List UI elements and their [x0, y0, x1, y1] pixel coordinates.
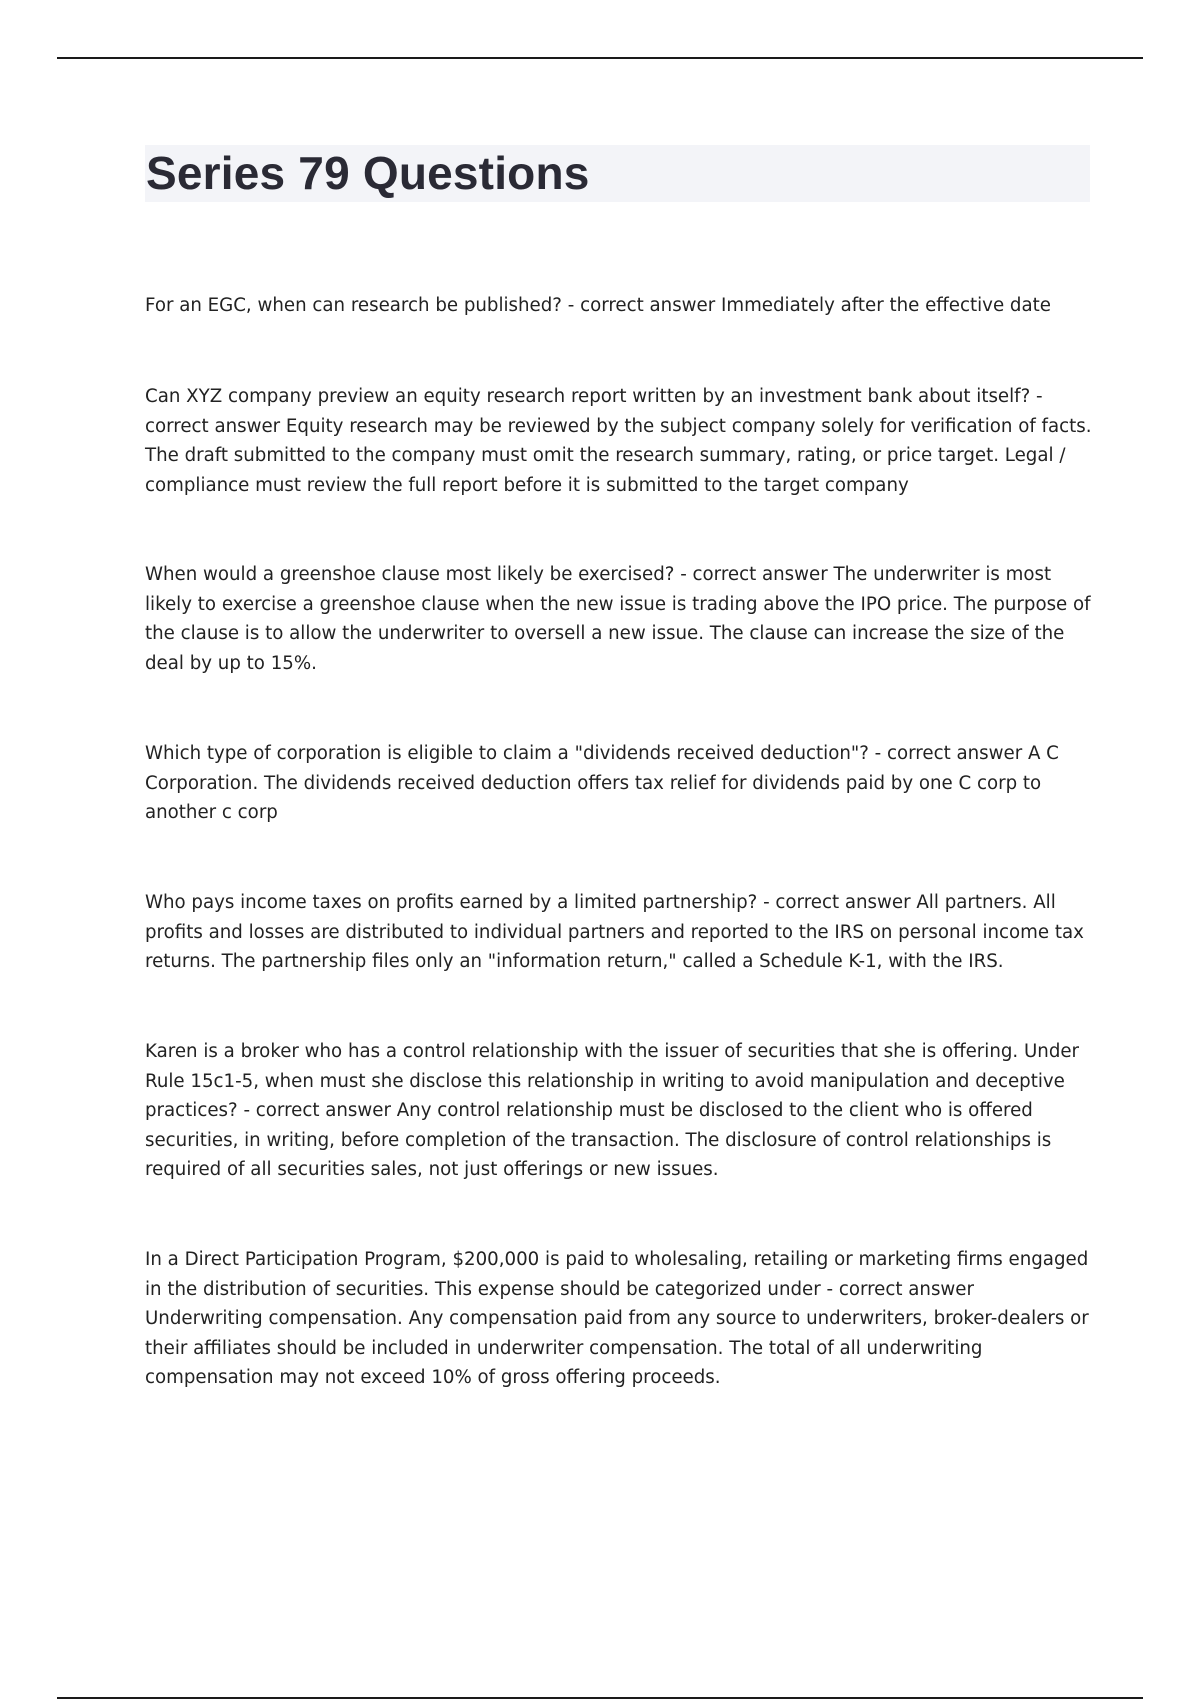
top-rule [57, 57, 1143, 59]
qa-item-7: In a Direct Participation Program, $200,000 is paid to wholesaling, retailing or marketing firms engaged in the distribution of securities. This expense should be categorized under - correct answer Underwriting compensation. Any compensation paid from any source to underwriters, broker-dealers or their affiliates should be included in underwriter compensation. The total of all underwriting compensation may not exceed 10% of gross offering proceeds. [145, 1249, 1089, 1388]
qa-item-3: When would a greenshoe clause most likely be exercised? - correct answer The underwriter is most likely to exercise a greenshoe clause when the new issue is trading above the IPO price. The purpose of the clause is to allow the underwriter to oversell a new issue. The clause can increase the size of the deal by up to 15%. [145, 564, 1091, 674]
page-title: Series 79 Questions [146, 147, 590, 199]
qa-item-6: Karen is a broker who has a control relationship with the issuer of securities that she is offering. Under Rule 15c1-5, when must she disclose this relationship in writing to avoid manipulation and deceptive practices? - correct answer Any control relationship must be disclosed to the client who is offered securities, in writing, before completion of the transaction. The disclosure of control relationships is required of all securities sales, not just offerings or new issues. [145, 1041, 1080, 1180]
qa-item-1: For an EGC, when can research be published? - correct answer Immediately after the effective date [145, 295, 1051, 316]
qa-item-4: Which type of corporation is eligible to claim a "dividends received deduction"? - correct answer A C Corporation. The dividends received deduction offers tax relief for dividends paid by one C corp to another c corp [145, 743, 1059, 823]
qa-item-5: Who pays income taxes on profits earned by a limited partnership? - correct answer All partners. All profits and losses are distributed to individual partners and reported to the IRS on personal income tax returns. The partnership files only an "information return," called a Schedule K-1, with the IRS. [145, 892, 1084, 972]
bottom-rule [57, 1697, 1143, 1699]
qa-item-2: Can XYZ company preview an equity research report written by an investment bank about itself? - correct answer Equity research may be reviewed by the subject company solely for verification of facts. The draft submitted to the company must omit the research summary, rating, or price target. Legal / compliance must review the full report before it is submitted to the target company [145, 386, 1092, 496]
